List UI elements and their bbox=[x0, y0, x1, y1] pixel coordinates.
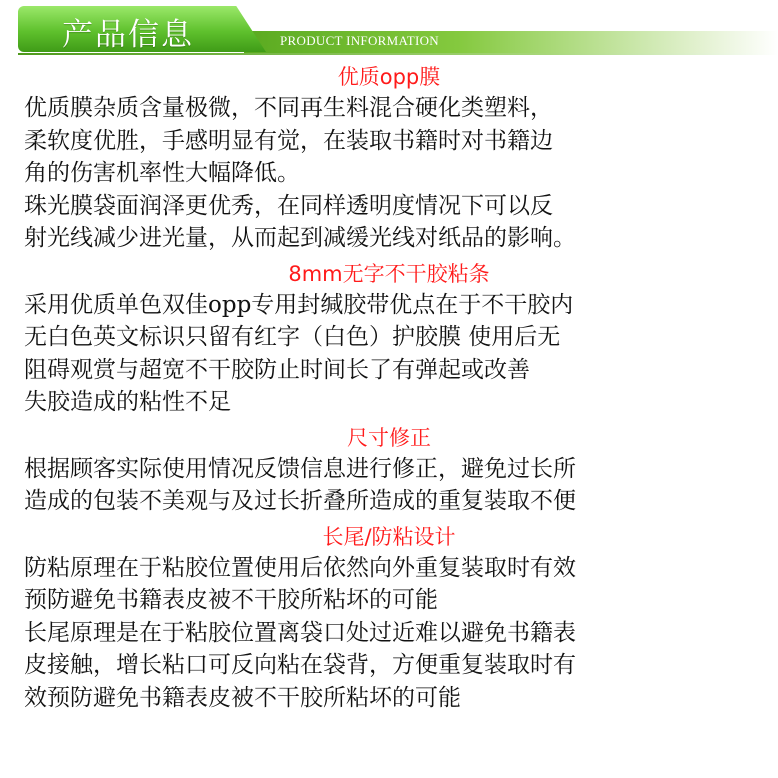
section-size-correction bbox=[0, 423, 778, 518]
section-adhesive-strip bbox=[0, 259, 778, 419]
paragraph-line: 造成的包装不美观与及过长折叠所造成的重复装取不便 bbox=[24, 488, 576, 514]
paragraph-line: 优质膜杂质含量极微，不同再生料混合硬化类塑料， bbox=[24, 95, 553, 121]
paragraph-line: 柔软度优胜，手感明显有觉，在装取书籍时对书籍边 bbox=[24, 127, 553, 154]
paragraph-line: 失胶造成的粘性不足 bbox=[24, 389, 231, 415]
paragraph-line: 珠光膜袋面润泽更优秀，在同样透明度情况下可以反 bbox=[24, 192, 553, 219]
header-divider bbox=[18, 53, 778, 55]
paragraph-line: 无白色英文标识只留有红字（白色）护胶膜 使用后无 bbox=[24, 324, 561, 350]
paragraph-line: 效预防避免书籍表皮被不干胶所粘坏的可能 bbox=[24, 684, 461, 711]
content bbox=[0, 62, 778, 714]
paragraph-line: 皮接触，增长粘口可反向粘在袋背，方便重复装取时有 bbox=[24, 652, 576, 678]
header-banner bbox=[0, 0, 778, 60]
section-title: 优质opp膜 bbox=[337, 65, 441, 89]
section-title: 尺寸修正 bbox=[347, 425, 431, 450]
paragraph-line: 预防避免书籍表皮被不干胶所粘坏的可能 bbox=[24, 587, 438, 613]
paragraph-line: 射光线减少进光量，从而起到减缓光线对纸品的影响。 bbox=[24, 225, 576, 251]
section-title: 8mm无字不干胶粘条 bbox=[288, 261, 490, 286]
page-subtitle: PRODUCT INFORMATION bbox=[280, 33, 439, 48]
section-title: 长尾/防粘设计 bbox=[322, 524, 456, 549]
paragraph-line: 采用优质单色双佳opp专用封缄胶带优点在于不干胶内 bbox=[24, 291, 574, 318]
paragraph-line: 长尾原理是在于粘胶位置离袋口处过近难以避免书籍表 bbox=[24, 619, 576, 646]
paragraph-line: 阻碍观赏与超宽不干胶防止时间长了有弹起或改善 bbox=[24, 356, 530, 383]
paragraph-line: 防粘原理在于粘胶位置使用后依然向外重复装取时有效 bbox=[24, 554, 576, 581]
page-title: 产品信息 bbox=[62, 17, 194, 53]
section-long-tail-design bbox=[0, 522, 778, 715]
paragraph-line: 根据顾客实际使用情况反馈信息进行修正，避免过长所 bbox=[24, 455, 576, 482]
paragraph-line: 角的伤害机率性大幅降低。 bbox=[24, 160, 300, 186]
section-opp-film bbox=[0, 62, 778, 255]
